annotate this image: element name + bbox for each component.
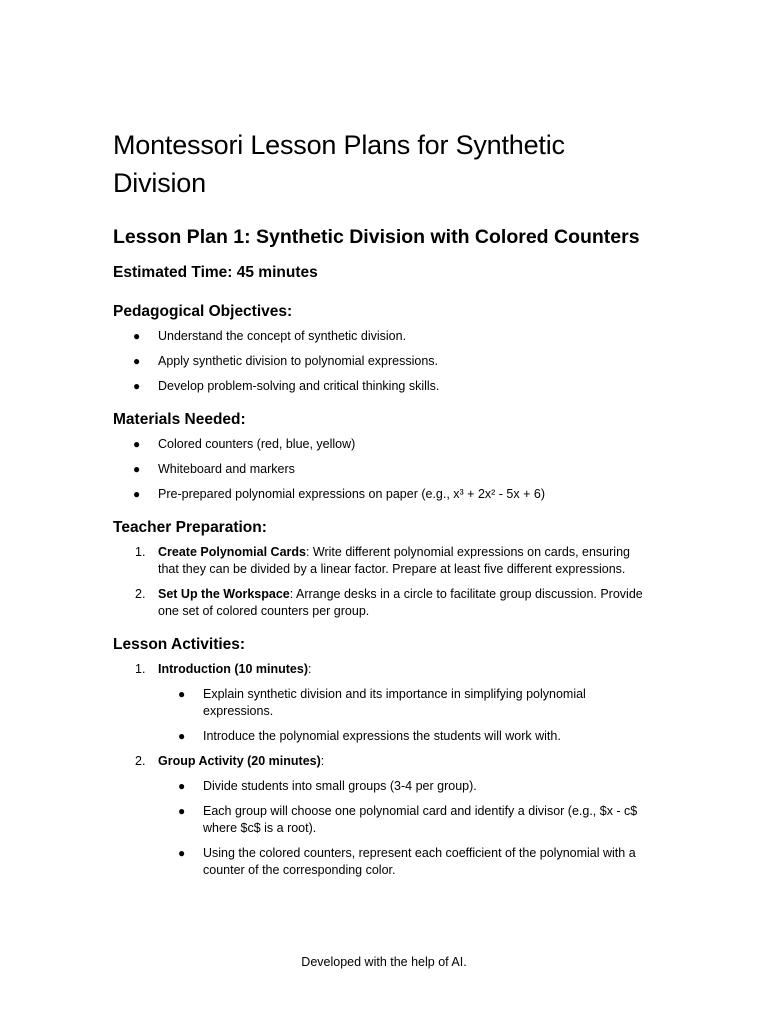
bullet-icon: ● [178, 729, 186, 743]
list-item: ● Whiteboard and markers [133, 462, 295, 476]
list-item: ● Develop problem-solving and critical thinking skills. [133, 379, 440, 393]
list-item: 2. Group Activity (20 minutes): ● Divide students into small groups (3-4 per group). ● Each group will choose one polynomial card and identify a divisor (e.g., $x - c$ where $c$ is a root). ● Using the colored counters, represent each coefficient of the polynomial with a counter of the corresponding color. [113, 753, 653, 879]
list-item: 1. Create Polynomial Cards: Write different polynomial expressions on cards, ensuring that they can be divided by a linear factor. Prepare at least five different expressions. [135, 545, 630, 576]
list-item: ● Apply synthetic division to polynomial expressions. [133, 354, 438, 368]
list-item: 1. Introduction (10 minutes): ● Explain synthetic division and its importance in simplifying polynomial expressions. ● Introduce the polynomial expressions the students will work with. [113, 661, 653, 745]
bullet-icon: ● [133, 354, 141, 368]
bullet-icon: ● [178, 687, 186, 701]
bullet-icon: ● [133, 462, 141, 476]
activities-list [113, 661, 653, 879]
list-item: ● Each group will choose one polynomial card and identify a divisor (e.g., $x - c$ where $c$ is a root). [178, 804, 638, 835]
list-item: ● Understand the concept of synthetic division. [133, 329, 407, 343]
list-item: ● Colored counters (red, blue, yellow) [133, 437, 356, 451]
page-footer: Developed with the help of AI. [301, 955, 467, 969]
estimated-time: Estimated Time: 45 minutes [113, 264, 318, 281]
preparation-heading: Teacher Preparation: [113, 519, 267, 536]
list-item: ● Pre-prepared polynomial expressions on paper (e.g., x³ + 2x² - 5x + 6) [133, 487, 545, 501]
bullet-icon: ● [133, 329, 141, 343]
bullet-icon: ● [133, 487, 141, 501]
sub-list [158, 778, 653, 879]
list-item: 2. Set Up the Workspace: Arrange desks in a circle to facilitate group discussion. Provide one set of colored counters per group. [135, 587, 643, 618]
document-title: Montessori Lesson Plans for Synthetic Division [113, 130, 565, 198]
preparation-list [113, 544, 653, 620]
lesson-title: Lesson Plan 1: Synthetic Division with Colored Counters [113, 226, 640, 248]
bullet-icon: ● [178, 846, 186, 860]
bullet-icon: ● [178, 804, 186, 818]
sub-list [158, 686, 653, 745]
bullet-icon: ● [133, 379, 141, 393]
list-item: ● Introduce the polynomial expressions the students will work with. [178, 729, 561, 743]
bullet-icon: ● [178, 779, 186, 793]
materials-heading: Materials Needed: [113, 411, 246, 428]
list-item: ● Explain synthetic division and its importance in simplifying polynomial expressions. [178, 687, 586, 718]
objectives-list [113, 328, 653, 395]
objectives-heading: Pedagogical Objectives: [113, 303, 293, 320]
bullet-icon: ● [133, 437, 141, 451]
materials-list [113, 436, 653, 503]
activities-heading: Lesson Activities: [113, 636, 246, 653]
list-item: ● Using the colored counters, represent each coefficient of the polynomial with a counter of the corresponding color. [178, 846, 636, 877]
document-page [113, 126, 653, 887]
list-item: ● Divide students into small groups (3-4 per group). [178, 779, 477, 793]
